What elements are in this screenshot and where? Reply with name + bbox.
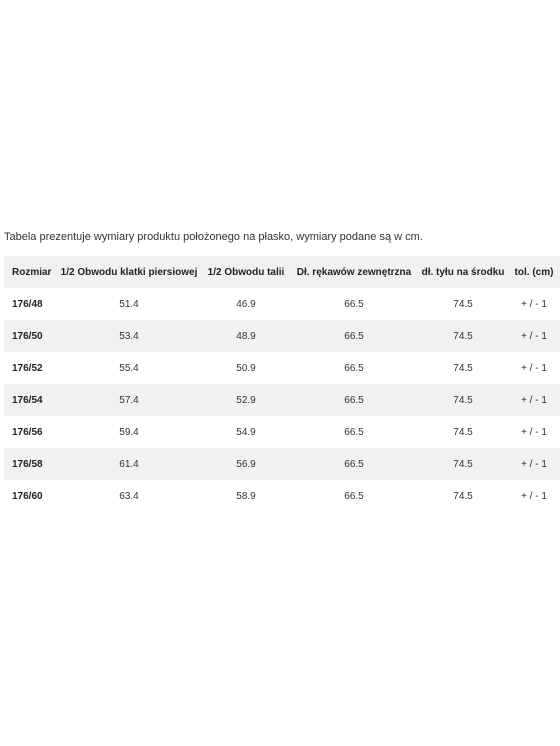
cell-size: 176/58 xyxy=(4,448,56,480)
cell-size: 176/52 xyxy=(12,362,43,374)
cell-back-length: 74.5 xyxy=(418,448,508,480)
table-row xyxy=(4,288,560,320)
cell-size: 176/50 xyxy=(4,320,56,352)
cell-tolerance: + / - 1 xyxy=(521,362,547,374)
cell-size: 176/54 xyxy=(4,384,56,416)
cell-back-length: 74.5 xyxy=(453,426,473,438)
cell-waist: 58.9 xyxy=(236,490,256,502)
cell-chest: 59.4 xyxy=(119,426,139,438)
table-row xyxy=(4,320,560,352)
cell-back-length: 74.5 xyxy=(453,490,473,502)
cell-sleeve: 66.5 xyxy=(290,384,418,416)
cell-sleeve: 66.5 xyxy=(344,298,364,310)
header-chest: 1/2 Obwodu klatki piersiowej xyxy=(56,256,202,288)
cell-back-length: 74.5 xyxy=(418,320,508,352)
cell-tolerance: + / - 1 xyxy=(521,426,547,438)
header-waist: 1/2 Obwodu talii xyxy=(202,256,290,288)
cell-tolerance: + / - 1 xyxy=(508,448,560,480)
table-row xyxy=(4,480,560,512)
table-row xyxy=(4,448,560,480)
table-row xyxy=(4,384,560,416)
size-table xyxy=(4,256,560,512)
cell-tolerance: + / - 1 xyxy=(521,298,547,310)
cell-size: 176/60 xyxy=(12,490,43,502)
cell-waist: 46.9 xyxy=(236,298,256,310)
cell-chest: 57.4 xyxy=(56,384,202,416)
cell-sleeve: 66.5 xyxy=(344,490,364,502)
cell-chest: 51.4 xyxy=(119,298,139,310)
table-row xyxy=(4,416,560,448)
header-back-length: dł. tyłu na środku xyxy=(418,256,508,288)
cell-tolerance: + / - 1 xyxy=(521,490,547,502)
cell-waist: 48.9 xyxy=(202,320,290,352)
cell-size: 176/48 xyxy=(12,298,43,310)
header-row xyxy=(4,256,560,288)
cell-tolerance: + / - 1 xyxy=(508,320,560,352)
cell-chest: 55.4 xyxy=(119,362,139,374)
cell-tolerance: + / - 1 xyxy=(508,384,560,416)
cell-sleeve: 66.5 xyxy=(344,426,364,438)
table-row xyxy=(4,352,560,384)
cell-sleeve: 66.5 xyxy=(344,362,364,374)
cell-waist: 50.9 xyxy=(236,362,256,374)
cell-back-length: 74.5 xyxy=(453,362,473,374)
cell-waist: 52.9 xyxy=(202,384,290,416)
cell-size: 176/56 xyxy=(12,426,43,438)
header-sleeve: Dł. rękawów zewnętrzna xyxy=(290,256,418,288)
cell-chest: 61.4 xyxy=(56,448,202,480)
header-tolerance: tol. (cm) xyxy=(508,256,560,288)
cell-sleeve: 66.5 xyxy=(290,448,418,480)
cell-chest: 53.4 xyxy=(56,320,202,352)
cell-chest: 63.4 xyxy=(119,490,139,502)
header-size: Rozmiar xyxy=(4,256,56,288)
cell-back-length: 74.5 xyxy=(418,384,508,416)
cell-waist: 54.9 xyxy=(236,426,256,438)
cell-sleeve: 66.5 xyxy=(290,320,418,352)
table-caption: Tabela prezentuje wymiary produktu położonego na płasko, wymiary podane są w cm. xyxy=(4,231,423,243)
cell-back-length: 74.5 xyxy=(453,298,473,310)
cell-waist: 56.9 xyxy=(202,448,290,480)
